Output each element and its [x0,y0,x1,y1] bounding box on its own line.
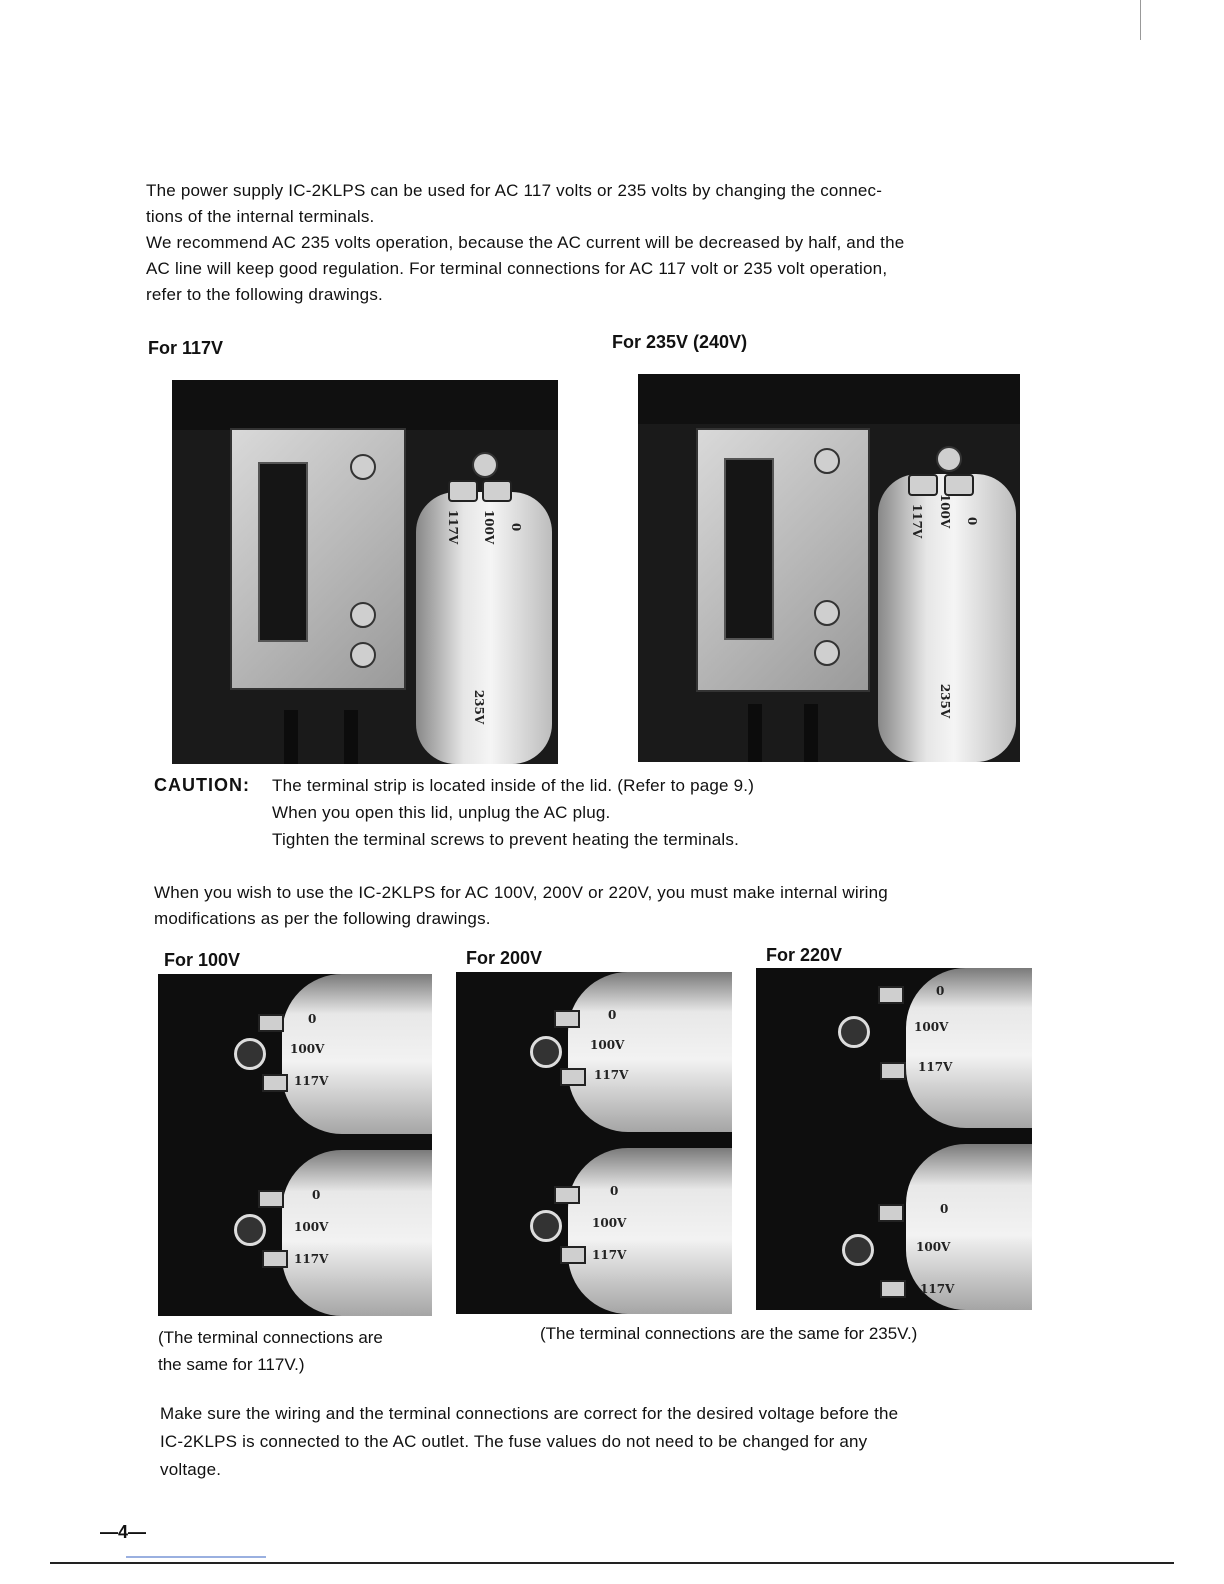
screw [936,446,962,472]
terminal-lug [448,480,478,502]
closing-paragraph [160,1400,1040,1484]
capacitor-upper [568,972,732,1132]
photo-117v [172,380,558,764]
cap-label-117: 117V [910,503,925,539]
wiring-line-2: modifications as per the following drawings. [154,909,491,928]
terminal-tab [262,1074,288,1092]
wire [344,710,358,764]
screw [350,454,376,480]
screw [350,642,376,668]
intro-paragraph [146,178,1046,308]
cap-label-100: 100V [938,493,953,529]
label-200v: For 200V [466,948,543,968]
intro-line-4: AC line will keep good regulation. For terminal connections for AC 117 volt or 235 volt operation, [146,259,888,278]
wiring-line-1: When you wish to use the IC-2KLPS for AC 100V, 200V or 220V, you must make internal wiring [154,883,888,902]
closing-line-1: Make sure the wiring and the terminal connections are correct for the desired voltage before the [160,1404,899,1423]
caption-right: (The terminal connections are the same for 235V.) [540,1324,918,1343]
closing-line-3: voltage. [160,1460,222,1479]
label-117v: For 117V [148,338,224,358]
photo-200v [456,972,732,1314]
terminal-strip [258,462,308,642]
page-number: —4— [100,1522,147,1542]
intro-line-1: The power supply IC-2KLPS can be used for AC 117 volts or 235 volts by changing the connec- [146,181,883,200]
terminal-label-0: 0 [610,1184,619,1198]
terminal-label-0: 0 [308,1012,317,1026]
terminal-tab [262,1250,288,1268]
cap-label-235: 235V [938,683,953,719]
wire [748,704,762,762]
photo-220v [756,968,1032,1310]
cap-label-100: 100V [482,509,497,545]
label-235v: For 235V (240V) [612,332,748,352]
terminal-label-0: 0 [940,1202,949,1216]
bottom-rule [50,1562,1174,1564]
terminal-lug [908,474,938,496]
caption-left-line-2: the same for 117V.) [158,1355,305,1374]
capacitor-upper [906,968,1032,1128]
terminal-label-100: 100V [916,1240,951,1254]
terminal-tab [258,1014,284,1032]
lid-edge [172,380,558,430]
terminal-label-100: 100V [294,1220,329,1234]
terminal-strip [724,458,774,640]
terminal-label-100: 100V [914,1020,949,1034]
photo-235v [638,374,1020,762]
wire-ring [234,1038,266,1070]
terminal-panel [696,428,870,692]
photo-100v [158,974,432,1316]
caution-line-3: Tighten the terminal screws to prevent heating the terminals. [272,830,740,849]
wiring-paragraph [154,880,1054,932]
wire-ring [842,1234,874,1266]
terminal-tab [880,1062,906,1080]
terminal-label-0: 0 [936,984,945,998]
caution-line-1: The terminal strip is located inside of the lid. (Refer to page 9.) [272,776,755,795]
cap-label-0: 0 [965,516,980,526]
caution-label: CAUTION: [154,775,250,795]
terminal-label-100: 100V [592,1216,627,1230]
cap-label-235: 235V [472,689,487,725]
terminal-tab [880,1280,906,1298]
intro-line-2: tions of the internal terminals. [146,207,375,226]
bottom-accent-line [126,1556,266,1558]
terminal-lug [944,474,974,496]
terminal-label-117: 117V [592,1248,627,1262]
screw [350,602,376,628]
terminal-label-117: 117V [294,1074,329,1088]
caution-text [272,772,1032,853]
wire-ring [234,1214,266,1246]
caption-left-line-1: (The terminal connections are [158,1328,383,1347]
intro-line-3: We recommend AC 235 volts operation, because the AC current will be decreased by half, and the [146,233,905,252]
terminal-label-117: 117V [594,1068,629,1082]
capacitor-lower [568,1148,732,1314]
wire-ring [530,1036,562,1068]
terminal-tab [878,986,904,1004]
screw [814,640,840,666]
label-100v: For 100V [164,950,241,970]
terminal-label-117: 117V [294,1252,329,1266]
terminal-lug [482,480,512,502]
screw [472,452,498,478]
terminal-label-100: 100V [590,1038,625,1052]
terminal-label-100: 100V [290,1042,325,1056]
wire-ring [838,1016,870,1048]
caption-left [158,1324,458,1378]
screw [814,448,840,474]
terminal-label-0: 0 [608,1008,617,1022]
cap-label-117: 117V [446,509,461,545]
closing-line-2: IC-2KLPS is connected to the AC outlet. The fuse values do not need to be changed for any [160,1432,868,1451]
wire-ring [530,1210,562,1242]
terminal-tab [560,1246,586,1264]
edge-mark [1140,0,1141,40]
terminal-tab [258,1190,284,1208]
terminal-tab [560,1068,586,1086]
wire [804,704,818,762]
lid-edge [638,374,1020,424]
terminal-panel [230,428,406,690]
intro-line-5: refer to the following drawings. [146,285,383,304]
terminal-tab [554,1010,580,1028]
terminal-label-117: 117V [920,1282,955,1296]
terminal-tab [878,1204,904,1222]
screw [814,600,840,626]
wire [284,710,298,764]
cap-label-0: 0 [509,522,524,532]
terminal-label-117: 117V [918,1060,953,1074]
terminal-label-0: 0 [312,1188,321,1202]
caution-line-2: When you open this lid, unplug the AC plug. [272,803,611,822]
label-220v: For 220V [766,945,843,965]
terminal-tab [554,1186,580,1204]
